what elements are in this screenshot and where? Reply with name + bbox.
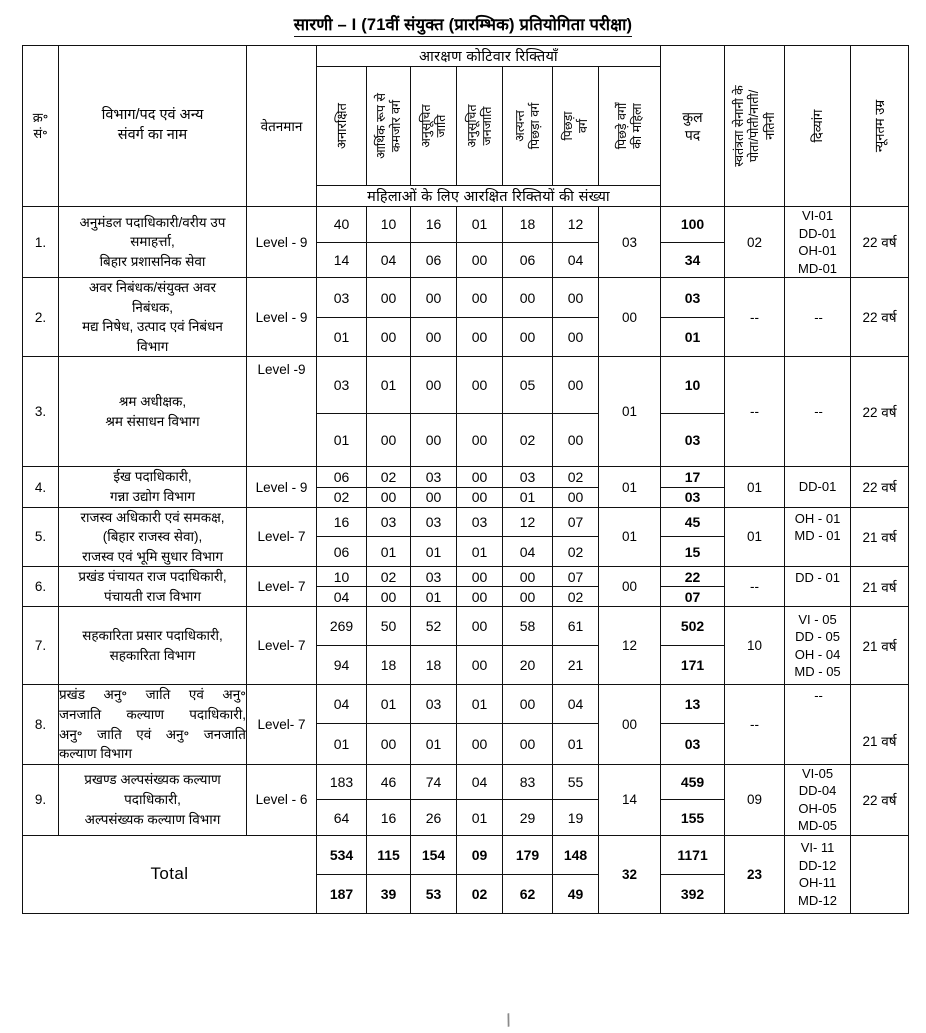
cell-ews: 01 [367,685,411,724]
cell-total-posts-women: 34 [661,242,725,278]
cell-bc: 00 [553,278,599,318]
cell-total-ebc: 179 [503,835,553,874]
cell-women-ebc: 00 [503,317,553,357]
cell-women-bc: 00 [553,487,599,507]
row-pay-scale: Level- 7 [247,685,317,764]
cell-ebc: 00 [503,567,553,587]
cell-women-unreserved: 94 [317,646,367,685]
cell-women-unreserved: 01 [317,317,367,357]
table-row [23,467,909,487]
cell-bc: 07 [553,507,599,537]
cell-women-ews: 00 [367,317,411,357]
cell-total-posts: 100 [661,207,725,243]
cell-total-women-unreserved: 187 [317,874,367,913]
cell-women-bc: 01 [553,723,599,764]
cell-min-age: 22 वर्ष [851,764,909,835]
cell-women-sc: 01 [411,723,457,764]
cell-unreserved: 04 [317,685,367,724]
cell-st: 00 [457,357,503,414]
cell-sc: 16 [411,207,457,243]
header-category-st: अनुसूचित जनजाति [457,67,503,186]
cell-total-posts: 17 [661,467,725,487]
cell-bc-women: 03 [599,207,661,278]
cell-women-ebc: 29 [503,800,553,836]
row-department: प्रखंड अनु॰ जाति एवं अनु॰ जनजाति कल्याण पदाधिकारी, अनु॰ जाति एवं अनु॰ जनजाति कल्याण विभाग [59,685,247,764]
cell-ebc: 83 [503,764,553,800]
row-serial-no: 5. [23,507,59,567]
row-pay-scale: Level -9 [247,357,317,467]
row-serial-no: 3. [23,357,59,467]
header-women-reserved-band: महिलाओं के लिए आरक्षित रिक्तियों की संख्या [317,186,661,207]
cell-women-ebc: 06 [503,242,553,278]
cell-min-age: 22 वर्ष [851,207,909,278]
cell-unreserved: 16 [317,507,367,537]
cell-bc: 55 [553,764,599,800]
table-row [23,567,909,587]
table-row [23,685,909,724]
cell-women-bc: 21 [553,646,599,685]
cell-st: 00 [457,467,503,487]
row-serial-no: 8. [23,685,59,764]
cell-total-women-ews: 39 [367,874,411,913]
header-row-1 [23,46,909,67]
cell-ews: 50 [367,607,411,646]
cell-ews: 46 [367,764,411,800]
cell-total-posts: 1171 [661,835,725,874]
cell-women-st: 00 [457,587,503,607]
cell-min-age: 21 वर्ष [851,607,909,685]
cell-ebc: 58 [503,607,553,646]
cell-total-women-ebc: 62 [503,874,553,913]
header-pay-scale: वेतनमान [247,46,317,207]
table-row [23,764,909,800]
cell-unreserved: 183 [317,764,367,800]
cell-women-unreserved: 02 [317,487,367,507]
cell-total-bc: 148 [553,835,599,874]
cell-ebc: 05 [503,357,553,414]
cell-women-sc: 01 [411,587,457,607]
cell-st: 01 [457,207,503,243]
cell-freedom-fighter: 01 [725,467,785,507]
cell-women-sc: 01 [411,537,457,567]
header-category-bc: पिछड़ा वर्ग [553,67,599,186]
cell-total-posts: 03 [661,278,725,318]
cell-sc: 03 [411,567,457,587]
cell-women-ebc: 01 [503,487,553,507]
header-reservation-group: आरक्षण कोटिवार रिक्तियाँ [317,46,661,67]
cell-st: 00 [457,607,503,646]
cell-women-st: 00 [457,723,503,764]
cell-women-sc: 18 [411,646,457,685]
row-serial-no: 7. [23,607,59,685]
cell-women-ews: 18 [367,646,411,685]
cell-bc: 02 [553,467,599,487]
table-row [23,507,909,537]
cell-divyang: VI - 05 DD - 05 OH - 04 MD - 05 [785,607,851,685]
cell-women-ebc: 00 [503,723,553,764]
cell-bc-women: 01 [599,507,661,567]
cell-unreserved: 06 [317,467,367,487]
row-pay-scale: Level - 6 [247,764,317,835]
cell-ews: 00 [367,278,411,318]
cell-bc-women: 00 [599,685,661,764]
cell-ebc: 03 [503,467,553,487]
cell-unreserved: 269 [317,607,367,646]
header-min-age [851,46,909,207]
cell-freedom-fighter: 10 [725,607,785,685]
cell-bc: 00 [553,357,599,414]
cell-total-freedom-fighter: 23 [725,835,785,913]
cell-total-posts-women: 155 [661,800,725,836]
cell-ebc: 12 [503,507,553,537]
cell-ews: 02 [367,567,411,587]
cell-women-sc: 00 [411,414,457,467]
cell-women-st: 00 [457,487,503,507]
row-department: प्रखण्ड अल्पसंख्यक कल्याण पदाधिकारी, अल्पसंख्यक कल्याण विभाग [59,764,247,835]
cell-women-ews: 01 [367,537,411,567]
cell-women-bc: 02 [553,587,599,607]
row-department: अनुमंडल पदाधिकारी/वरीय उप समाहर्त्ता, बिहार प्रशासनिक सेवा [59,207,247,278]
header-min-age-text: न्यूनतम उम्र [871,99,887,153]
cell-women-ebc: 00 [503,587,553,607]
cell-bc-women: 01 [599,467,661,507]
header-category-bc-women: पिछड़े वर्गों की महिला [599,67,661,186]
cell-women-sc: 00 [411,487,457,507]
cell-total-posts-women: 171 [661,646,725,685]
cell-total-women-sc: 53 [411,874,457,913]
page-title-wrap [0,0,926,45]
cell-women-unreserved: 06 [317,537,367,567]
cell-bc-women: 01 [599,357,661,467]
cell-sc: 74 [411,764,457,800]
vacancy-table-wrap [22,45,908,914]
cell-divyang: -- [785,685,851,764]
header-serial-no: क्र॰ सं॰ [23,46,59,207]
table-row [23,278,909,318]
row-department: सहकारिता प्रसार पदाधिकारी, सहकारिता विभाग [59,607,247,685]
cell-total-posts: 459 [661,764,725,800]
cell-divyang: VI-01 DD-01 OH-01 MD-01 [785,207,851,278]
cell-women-bc: 19 [553,800,599,836]
header-category-ebc: अत्यन्त पिछड़ा वर्ग [503,67,553,186]
cell-total-posts: 502 [661,607,725,646]
cell-min-age: 21 वर्ष [851,507,909,567]
cell-total-posts-women: 07 [661,587,725,607]
cell-women-ews: 00 [367,487,411,507]
cell-min-age: 21 वर्ष [851,685,909,764]
cell-total-posts-women: 15 [661,537,725,567]
row-department: अवर निबंधक/संयुक्त अवर निबंधक, मद्य निषेध, उत्पाद एवं निबंधन विभाग [59,278,247,357]
cell-divyang: DD-01 [785,467,851,507]
table-body [23,207,909,914]
cell-freedom-fighter: 02 [725,207,785,278]
cell-women-unreserved: 01 [317,723,367,764]
header-category-unreserved: अनारक्षित [317,67,367,186]
cell-sc: 52 [411,607,457,646]
cell-bc-women: 12 [599,607,661,685]
header-divyang [785,46,851,207]
cell-total-women-bc: 49 [553,874,599,913]
cell-unreserved: 40 [317,207,367,243]
table-row [23,207,909,243]
header-category-sc: अनुसूचित जाति [411,67,457,186]
cell-st: 00 [457,567,503,587]
cell-min-age: 21 वर्ष [851,567,909,607]
cell-total-bc-women: 32 [599,835,661,913]
cell-women-st: 00 [457,317,503,357]
row-serial-no: 2. [23,278,59,357]
cell-total-posts-women: 03 [661,414,725,467]
cell-ews: 10 [367,207,411,243]
row-serial-no: 6. [23,567,59,607]
cell-divyang: DD - 01 [785,567,851,607]
cell-min-age: 22 वर्ष [851,278,909,357]
header-department: विभाग/पद एवं अन्य संवर्ग का नाम [59,46,247,207]
cell-bc: 61 [553,607,599,646]
cell-total-posts-women: 01 [661,317,725,357]
cell-sc: 03 [411,467,457,487]
cell-divyang: OH - 01 MD - 01 [785,507,851,567]
scan-artifact-mark: I [503,1010,514,1032]
cell-divyang: -- [785,357,851,467]
cell-total-sc: 154 [411,835,457,874]
cell-women-st: 01 [457,537,503,567]
cell-total-posts-women: 03 [661,487,725,507]
cell-freedom-fighter: 09 [725,764,785,835]
cell-sc: 03 [411,507,457,537]
cell-women-sc: 06 [411,242,457,278]
cell-bc-women: 14 [599,764,661,835]
cell-freedom-fighter: -- [725,357,785,467]
cell-freedom-fighter: -- [725,567,785,607]
cell-women-ebc: 04 [503,537,553,567]
cell-bc: 04 [553,685,599,724]
cell-st: 01 [457,685,503,724]
cell-bc: 12 [553,207,599,243]
cell-freedom-fighter: 01 [725,507,785,567]
row-department: ईख पदाधिकारी, गन्ना उद्योग विभाग [59,467,247,507]
cell-women-ews: 00 [367,587,411,607]
cell-women-sc: 26 [411,800,457,836]
cell-total-posts: 22 [661,567,725,587]
cell-women-unreserved: 64 [317,800,367,836]
table-row [23,607,909,646]
table-head [23,46,909,207]
cell-total-posts: 45 [661,507,725,537]
row-pay-scale: Level- 7 [247,607,317,685]
cell-total-posts: 13 [661,685,725,724]
header-freedom-fighter [725,46,785,207]
cell-women-ews: 00 [367,414,411,467]
header-category-ews: आर्थिक रूप से कमजोर वर्ग [367,67,411,186]
cell-st: 03 [457,507,503,537]
cell-women-unreserved: 14 [317,242,367,278]
cell-ews: 03 [367,507,411,537]
cell-women-ebc: 02 [503,414,553,467]
cell-women-st: 01 [457,800,503,836]
cell-ebc: 00 [503,278,553,318]
cell-ews: 02 [367,467,411,487]
row-pay-scale: Level - 9 [247,278,317,357]
cell-st: 04 [457,764,503,800]
cell-sc: 00 [411,278,457,318]
cell-freedom-fighter: -- [725,685,785,764]
cell-women-unreserved: 01 [317,414,367,467]
cell-total-min-age [851,835,909,913]
cell-divyang: VI-05 DD-04 OH-05 MD-05 [785,764,851,835]
cell-divyang: -- [785,278,851,357]
cell-min-age: 22 वर्ष [851,467,909,507]
cell-women-st: 00 [457,646,503,685]
row-serial-no: 4. [23,467,59,507]
cell-women-ews: 16 [367,800,411,836]
cell-total-posts-women: 392 [661,874,725,913]
cell-women-bc: 00 [553,317,599,357]
row-pay-scale: Level- 7 [247,567,317,607]
row-pay-scale: Level- 7 [247,507,317,567]
cell-women-sc: 00 [411,317,457,357]
row-pay-scale: Level - 9 [247,467,317,507]
cell-women-bc: 00 [553,414,599,467]
cell-total-posts: 10 [661,357,725,414]
cell-total-women-st: 02 [457,874,503,913]
cell-total-unreserved: 534 [317,835,367,874]
row-department: प्रखंड पंचायत राज पदाधिकारी, पंचायती राज विभाग [59,567,247,607]
cell-sc: 00 [411,357,457,414]
row-department: श्रम अधीक्षक, श्रम संसाधन विभाग [59,357,247,467]
row-pay-scale: Level - 9 [247,207,317,278]
cell-women-ews: 04 [367,242,411,278]
cell-min-age: 22 वर्ष [851,357,909,467]
cell-total-posts-women: 03 [661,723,725,764]
cell-unreserved: 10 [317,567,367,587]
cell-bc-women: 00 [599,567,661,607]
total-label: Total [23,835,317,913]
cell-women-st: 00 [457,242,503,278]
cell-women-bc: 04 [553,242,599,278]
header-freedom-fighter-text: स्वतंत्रता सेनानी के पोता/पोती/नाती/ नतिनी [731,85,777,167]
cell-women-ews: 00 [367,723,411,764]
cell-st: 00 [457,278,503,318]
cell-total-st: 09 [457,835,503,874]
total-row [23,835,909,874]
cell-bc: 07 [553,567,599,587]
cell-women-st: 00 [457,414,503,467]
page-title: सारणी – I (71वीं संयुक्त (प्रारम्भिक) प्रतियोगिता परीक्षा) [294,12,633,37]
cell-women-bc: 02 [553,537,599,567]
table-row [23,357,909,414]
cell-ews: 01 [367,357,411,414]
cell-total-divyang: VI- 11 DD-12 OH-11 MD-12 [785,835,851,913]
cell-women-ebc: 20 [503,646,553,685]
row-serial-no: 9. [23,764,59,835]
vacancy-table [22,45,909,914]
cell-women-unreserved: 04 [317,587,367,607]
cell-bc-women: 00 [599,278,661,357]
header-divyang-text: दिव्यांग [809,109,825,143]
header-total-posts: कुल पद [661,46,725,207]
row-serial-no: 1. [23,207,59,278]
cell-ebc: 18 [503,207,553,243]
cell-sc: 03 [411,685,457,724]
row-department: राजस्व अधिकारी एवं समकक्ष, (बिहार राजस्व सेवा), राजस्व एवं भूमि सुधार विभाग [59,507,247,567]
cell-total-ews: 115 [367,835,411,874]
cell-freedom-fighter: -- [725,278,785,357]
cell-unreserved: 03 [317,357,367,414]
cell-ebc: 00 [503,685,553,724]
cell-unreserved: 03 [317,278,367,318]
